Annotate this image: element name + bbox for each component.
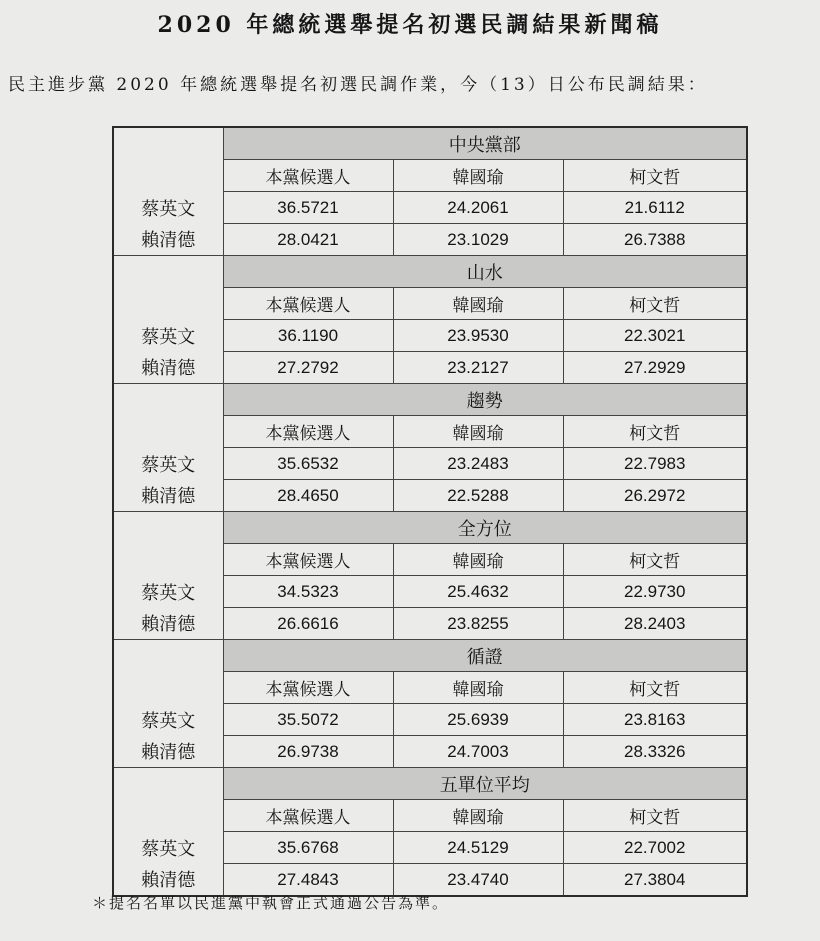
poll-value: 27.2929 bbox=[563, 352, 747, 384]
poll-value: 36.5721 bbox=[223, 192, 393, 224]
candidate-header: 韓國瑜 bbox=[393, 160, 563, 192]
row-header-blank bbox=[113, 672, 223, 704]
contender-name: 賴清德 bbox=[113, 608, 223, 640]
poll-value: 26.7388 bbox=[563, 224, 747, 256]
candidate-header: 韓國瑜 bbox=[393, 672, 563, 704]
poll-value: 24.2061 bbox=[393, 192, 563, 224]
poll-value: 24.5129 bbox=[393, 832, 563, 864]
poll-value: 26.6616 bbox=[223, 608, 393, 640]
document-title: 2020 年總統選舉提名初選民調結果新聞稿 bbox=[157, 12, 663, 38]
row-header-blank bbox=[113, 800, 223, 832]
poll-value: 26.9738 bbox=[223, 736, 393, 768]
poll-value: 23.4740 bbox=[393, 864, 563, 897]
contender-name: 蔡英文 bbox=[113, 192, 223, 224]
row-header-blank bbox=[113, 127, 223, 160]
section-unit-row bbox=[113, 512, 747, 544]
poll-value: 35.6768 bbox=[223, 832, 393, 864]
contender-name: 賴清德 bbox=[113, 480, 223, 512]
poll-value: 34.5323 bbox=[223, 576, 393, 608]
table-row bbox=[113, 576, 747, 608]
poll-value: 35.6532 bbox=[223, 448, 393, 480]
poll-value: 35.5072 bbox=[223, 704, 393, 736]
candidate-header: 本黨候選人 bbox=[223, 160, 393, 192]
candidate-header-row bbox=[113, 800, 747, 832]
candidate-header: 本黨候選人 bbox=[223, 544, 393, 576]
poll-value: 23.8163 bbox=[563, 704, 747, 736]
table-row bbox=[113, 480, 747, 512]
polling-unit-name: 中央黨部 bbox=[223, 127, 747, 160]
poll-value: 25.6939 bbox=[393, 704, 563, 736]
poll-value: 27.3804 bbox=[563, 864, 747, 897]
row-header-blank bbox=[113, 416, 223, 448]
row-header-blank bbox=[113, 384, 223, 416]
poll-value: 27.4843 bbox=[223, 864, 393, 897]
section-unit-row bbox=[113, 768, 747, 800]
poll-value: 22.9730 bbox=[563, 576, 747, 608]
table-row bbox=[113, 320, 747, 352]
candidate-header-row bbox=[113, 544, 747, 576]
poll-value: 28.2403 bbox=[563, 608, 747, 640]
poll-value: 23.1029 bbox=[393, 224, 563, 256]
poll-value: 27.2792 bbox=[223, 352, 393, 384]
candidate-header: 韓國瑜 bbox=[393, 288, 563, 320]
candidate-header: 柯文哲 bbox=[563, 160, 747, 192]
table-row bbox=[113, 448, 747, 480]
candidate-header: 柯文哲 bbox=[563, 800, 747, 832]
candidate-header: 柯文哲 bbox=[563, 544, 747, 576]
poll-value: 23.2483 bbox=[393, 448, 563, 480]
table-row bbox=[113, 224, 747, 256]
poll-value: 24.7003 bbox=[393, 736, 563, 768]
section-unit-row bbox=[113, 256, 747, 288]
section-unit-row bbox=[113, 640, 747, 672]
poll-results-table bbox=[112, 126, 748, 897]
intro-paragraph: 民主進步黨 2020 年總統選舉提名初選民調作業，今（13）日公布民調結果： bbox=[8, 75, 708, 95]
candidate-header: 柯文哲 bbox=[563, 288, 747, 320]
poll-value: 26.2972 bbox=[563, 480, 747, 512]
candidate-header: 柯文哲 bbox=[563, 416, 747, 448]
contender-name: 蔡英文 bbox=[113, 704, 223, 736]
poll-value: 25.4632 bbox=[393, 576, 563, 608]
poll-value: 28.4650 bbox=[223, 480, 393, 512]
table-row bbox=[113, 192, 747, 224]
candidate-header: 韓國瑜 bbox=[393, 800, 563, 832]
row-header-blank bbox=[113, 288, 223, 320]
poll-value: 22.7002 bbox=[563, 832, 747, 864]
poll-value: 21.6112 bbox=[563, 192, 747, 224]
candidate-header-row bbox=[113, 160, 747, 192]
poll-value: 23.2127 bbox=[393, 352, 563, 384]
table-row bbox=[113, 704, 747, 736]
candidate-header-row bbox=[113, 288, 747, 320]
poll-value: 28.0421 bbox=[223, 224, 393, 256]
row-header-blank bbox=[113, 160, 223, 192]
polling-unit-name: 山水 bbox=[223, 256, 747, 288]
candidate-header: 本黨候選人 bbox=[223, 800, 393, 832]
row-header-blank bbox=[113, 544, 223, 576]
candidate-header-row bbox=[113, 672, 747, 704]
poll-value: 28.3326 bbox=[563, 736, 747, 768]
contender-name: 賴清德 bbox=[113, 224, 223, 256]
poll-value: 23.9530 bbox=[393, 320, 563, 352]
candidate-header: 本黨候選人 bbox=[223, 672, 393, 704]
polling-unit-name: 五單位平均 bbox=[223, 768, 747, 800]
section-unit-row bbox=[113, 384, 747, 416]
candidate-header-row bbox=[113, 416, 747, 448]
polling-unit-name: 循證 bbox=[223, 640, 747, 672]
candidate-header: 韓國瑜 bbox=[393, 416, 563, 448]
contender-name: 蔡英文 bbox=[113, 576, 223, 608]
section-unit-row bbox=[113, 127, 747, 160]
row-header-blank bbox=[113, 512, 223, 544]
contender-name: 賴清德 bbox=[113, 736, 223, 768]
poll-value: 22.3021 bbox=[563, 320, 747, 352]
table-row bbox=[113, 608, 747, 640]
table-row bbox=[113, 736, 747, 768]
candidate-header: 柯文哲 bbox=[563, 672, 747, 704]
poll-value: 22.7983 bbox=[563, 448, 747, 480]
candidate-header: 韓國瑜 bbox=[393, 544, 563, 576]
polling-unit-name: 趨勢 bbox=[223, 384, 747, 416]
contender-name: 賴清德 bbox=[113, 864, 223, 897]
polling-unit-name: 全方位 bbox=[223, 512, 747, 544]
footnote: ＊提名名單以民進黨中執會正式通過公告為準。 bbox=[92, 894, 450, 912]
table-row bbox=[113, 832, 747, 864]
candidate-header: 本黨候選人 bbox=[223, 416, 393, 448]
poll-results-body bbox=[113, 127, 747, 896]
contender-name: 蔡英文 bbox=[113, 448, 223, 480]
contender-name: 蔡英文 bbox=[113, 320, 223, 352]
row-header-blank bbox=[113, 256, 223, 288]
row-header-blank bbox=[113, 640, 223, 672]
row-header-blank bbox=[113, 768, 223, 800]
poll-value: 23.8255 bbox=[393, 608, 563, 640]
poll-value: 22.5288 bbox=[393, 480, 563, 512]
table-row bbox=[113, 352, 747, 384]
contender-name: 賴清德 bbox=[113, 352, 223, 384]
poll-value: 36.1190 bbox=[223, 320, 393, 352]
candidate-header: 本黨候選人 bbox=[223, 288, 393, 320]
contender-name: 蔡英文 bbox=[113, 832, 223, 864]
